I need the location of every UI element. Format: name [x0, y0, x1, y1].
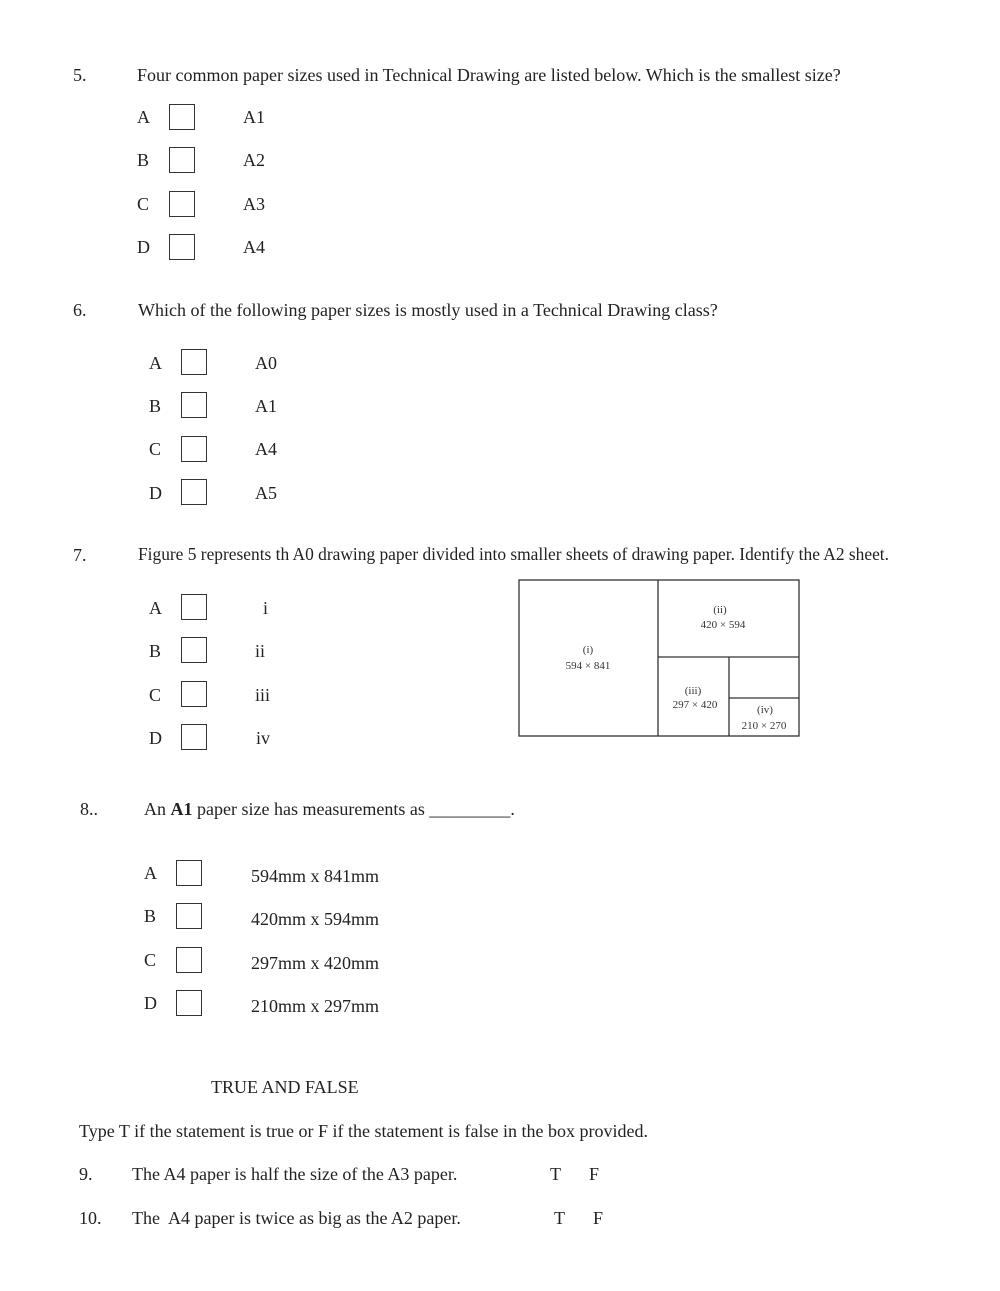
answer-checkbox[interactable]: [169, 191, 195, 217]
option-letter: A: [149, 598, 162, 618]
option-text: i: [263, 598, 269, 618]
question-number: 6.: [73, 300, 87, 320]
sheet-ii-label: (ii): [713, 604, 727, 616]
paper-sizes-figure: [518, 578, 801, 739]
option-letter: A: [149, 353, 162, 373]
option-letter: D: [137, 237, 150, 257]
answer-checkbox[interactable]: [181, 637, 207, 663]
sheet-ii-size: 420 × 594: [700, 619, 746, 631]
answer-checkbox[interactable]: [169, 104, 195, 130]
question-number: 5.: [73, 65, 87, 85]
option-text: 594mm x 841mm: [251, 866, 380, 886]
option-text: 420mm x 594mm: [251, 909, 380, 929]
option-letter: D: [149, 728, 162, 748]
option-text: A3: [243, 194, 265, 214]
option-text: A1: [243, 107, 265, 127]
sheet-i-label: (i): [582, 644, 594, 656]
option-letter: B: [149, 641, 162, 661]
sheet-iii-size: 297 × 420: [672, 699, 718, 711]
false-option[interactable]: F: [589, 1164, 600, 1184]
answer-checkbox[interactable]: [176, 947, 202, 973]
question-text: Four common paper sizes used in Technical Drawing are listed below. Which is the smallest size?: [137, 65, 841, 85]
true-option[interactable]: T: [554, 1208, 565, 1228]
option-text: A0: [255, 353, 277, 373]
option-letter: C: [149, 685, 162, 705]
statement-text: The A4 paper is half the size of the A3 paper.: [132, 1164, 458, 1184]
option-letter: B: [137, 150, 150, 170]
option-letter: C: [149, 439, 162, 459]
question-number: 8..: [80, 799, 98, 819]
sheet-iv-label: (iv): [757, 704, 773, 716]
answer-checkbox[interactable]: [169, 147, 195, 173]
option-text: A4: [243, 237, 265, 257]
question-text: [144, 800, 515, 818]
true-option[interactable]: T: [550, 1164, 561, 1184]
question-text-post: paper size has measurements as _________.: [192, 799, 515, 819]
answer-checkbox[interactable]: [176, 903, 202, 929]
instruction-text: Type T if the statement is true or F if the statement is false in the box provided.: [79, 1121, 648, 1141]
question-number: 10.: [79, 1208, 102, 1228]
statement-text: The A4 paper is twice as big as the A2 paper.: [132, 1208, 461, 1228]
false-option[interactable]: F: [593, 1208, 604, 1228]
option-text: A2: [243, 150, 265, 170]
option-text: A1: [255, 396, 277, 416]
option-letter: D: [149, 483, 162, 503]
answer-checkbox[interactable]: [169, 234, 195, 260]
sheet-iii-label: (iii): [684, 685, 702, 697]
option-letter: D: [144, 993, 157, 1013]
question-number: 9.: [79, 1164, 93, 1184]
sheet-iv-size: 210 × 270: [741, 720, 787, 732]
option-text: A4: [255, 439, 277, 459]
question-text-pre: An: [144, 799, 171, 819]
option-text: A5: [255, 483, 277, 503]
option-letter: A: [137, 107, 150, 127]
answer-checkbox[interactable]: [181, 724, 207, 750]
answer-checkbox[interactable]: [181, 594, 207, 620]
answer-checkbox[interactable]: [181, 349, 207, 375]
answer-checkbox[interactable]: [181, 479, 207, 505]
answer-checkbox[interactable]: [176, 860, 202, 886]
sheet-i-size: 594 × 841: [565, 660, 611, 672]
option-letter: A: [144, 863, 157, 883]
answer-checkbox[interactable]: [181, 681, 207, 707]
answer-checkbox[interactable]: [176, 990, 202, 1016]
section-heading: TRUE AND FALSE: [211, 1077, 359, 1097]
option-letter: B: [149, 396, 162, 416]
option-text: iii: [255, 685, 271, 705]
question-number: 7.: [73, 545, 87, 565]
option-letter: C: [144, 950, 157, 970]
option-text: iv: [256, 728, 271, 748]
question-text-bold: A1: [170, 799, 193, 819]
question-text: Figure 5 represents th A0 drawing paper divided into smaller sheets of drawing paper. Identify the A2 sheet.: [138, 544, 889, 564]
answer-checkbox[interactable]: [181, 436, 207, 462]
option-text: 297mm x 420mm: [251, 953, 380, 973]
option-text: 210mm x 297mm: [251, 996, 380, 1016]
question-text: Which of the following paper sizes is mostly used in a Technical Drawing class?: [138, 300, 718, 320]
option-letter: B: [144, 906, 157, 926]
answer-checkbox[interactable]: [181, 392, 207, 418]
option-letter: C: [137, 194, 150, 214]
option-text: ii: [255, 641, 266, 661]
